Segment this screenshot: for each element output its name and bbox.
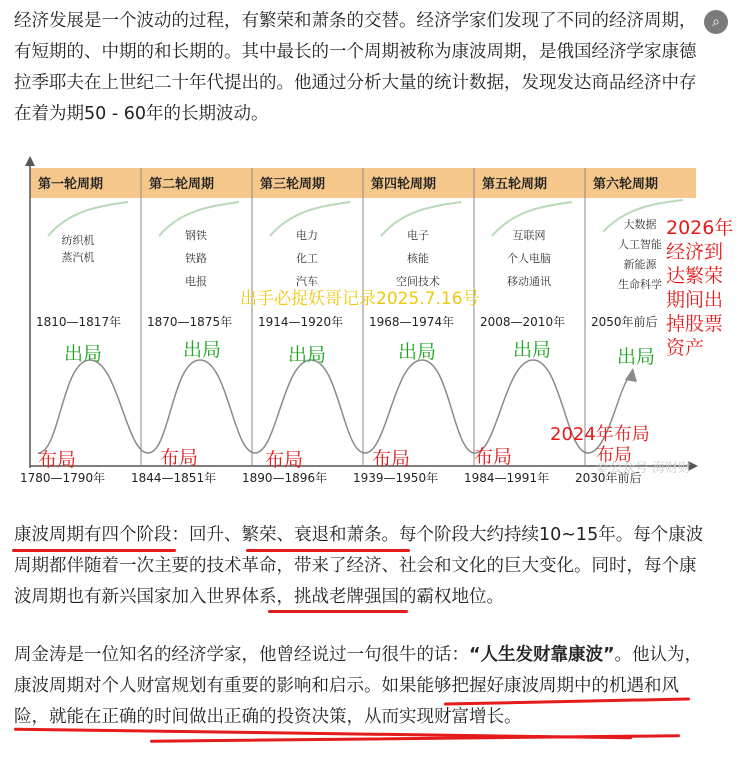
enter-label: 布局 <box>372 448 411 470</box>
stages-paragraph: 康波周期有四个阶段：回升、繁荣、衰退和萧条。每个阶段大约持续10~15年。每个康波周期都伴随着一次主要的技术革命，带来了经济、社会和文化的巨大变化。同时，每个康波周期也有新兴国家加入世界体系，挑战老牌强国的霸权地位。 <box>14 525 704 607</box>
watermark: ©公众号·海财财 <box>596 461 692 476</box>
trough-years: 1890—1896年 <box>242 471 328 485</box>
enter-label: 布局 <box>38 449 77 471</box>
wave-arrowhead <box>625 368 637 382</box>
tech-label: 汽车 <box>296 275 318 288</box>
annotation-2024: 2024年布局 <box>550 424 650 445</box>
cycle-wave <box>38 360 630 453</box>
zhou-paragraph <box>14 640 711 733</box>
exit-label: 出局 <box>617 346 656 368</box>
para3-prefix: 周金涛是一位知名的经济学家，他曾经说过一句很牛的话： <box>14 645 469 665</box>
tech-label: 纺织机 <box>61 234 95 247</box>
trough-years: 1844—1851年 <box>131 471 217 485</box>
tech-label: 大数据 <box>623 218 657 231</box>
tech-label: 生命科学 <box>618 278 662 291</box>
exit-label: 出局 <box>64 343 103 365</box>
underline-world-system <box>268 610 408 613</box>
underline-stages <box>12 549 176 552</box>
intro-paragraph: 经济发展是一个波动的过程，有繁荣和萧条的交替。经济学家们发现了不同的经济周期，有短期的、中期的和长期的。其中最长的一个周期被称为康波周期，是俄国经济学家康德拉季耶夫在上世纪二十年代提出的。他通过分析大量的统计数据，发现发达商品经济中存在着为期50 - 60年的长期波动。 <box>14 11 697 124</box>
tech-label: 电报 <box>185 275 207 288</box>
annotation-right-line: 达繁荣 <box>666 265 724 287</box>
tech-label: 核能 <box>407 252 429 265</box>
peak-years: 2050年前后 <box>591 315 658 329</box>
tech-label: 互联网 <box>512 229 546 242</box>
trough-years: 1939—1950年 <box>353 471 439 485</box>
para3-suffix: 。他认为，康波周期对个人财富规划有重要的影响和启示。如果能够把握好康波周期中的机遇和风险，就能在正确的时间做出正确的投资决策，从而实现财富增长。 <box>14 645 703 727</box>
tech-label: 空间技术 <box>396 275 440 288</box>
tech-label: 电力 <box>296 229 318 242</box>
tech-label: 人工智能 <box>618 238 662 251</box>
cycle-name: 第二轮周期 <box>149 177 215 192</box>
tech-label: 铁路 <box>185 252 207 265</box>
exit-label: 出局 <box>513 339 552 361</box>
kondratiev-cycle-diagram <box>0 148 741 498</box>
annotation-right-line: 经济到 <box>666 241 724 263</box>
peak-years: 1914—1920年 <box>258 315 344 329</box>
enter-label: 布局 <box>265 449 304 471</box>
trough-years: 1780—1790年 <box>20 471 106 485</box>
tech-label: 移动通讯 <box>507 275 551 288</box>
tech-growth-curve <box>48 202 128 236</box>
enter-label: 布局 <box>160 447 199 469</box>
peak-years: 1810—1817年 <box>36 315 122 329</box>
tech-label: 钢铁 <box>185 229 207 242</box>
peak-years: 1968—1974年 <box>369 315 455 329</box>
cycle-name: 第一轮周期 <box>38 177 104 192</box>
underline-stages-2 <box>246 549 410 552</box>
tech-label: 化工 <box>296 252 318 265</box>
para3-quote: “人生发财靠康波” <box>469 645 615 665</box>
search-icon[interactable]: ⌕ <box>704 10 728 34</box>
cycle-name: 第三轮周期 <box>260 177 326 192</box>
trough-years: 1984—1991年 <box>464 471 550 485</box>
cycle-name: 第六轮周期 <box>593 177 659 192</box>
annotation-right-line: 2026年 <box>666 217 734 239</box>
exit-label: 出局 <box>288 344 327 366</box>
tech-label: 电子 <box>407 229 429 242</box>
annotation-right-line: 资产 <box>666 337 705 359</box>
annotation-2024-enter: 布局 <box>596 445 632 466</box>
tech-label: 新能源 <box>623 258 657 271</box>
tech-label: 个人电脑 <box>507 252 551 265</box>
annotation-right-line: 期间出 <box>666 289 724 311</box>
tech-label: 蒸汽机 <box>61 251 95 264</box>
y-axis-arrow <box>25 156 35 166</box>
trough-years: 2030年前后 <box>575 471 642 485</box>
exit-label: 出局 <box>183 339 222 361</box>
cycle-name: 第四轮周期 <box>371 177 437 192</box>
annotation-right-line: 掉股票 <box>666 313 724 335</box>
cycle-name: 第五轮周期 <box>482 177 548 192</box>
enter-label: 布局 <box>474 446 513 468</box>
peak-years: 1870—1875年 <box>147 315 233 329</box>
annotation-center: 出手必捉妖哥记录2025.7.16号 <box>240 289 480 309</box>
peak-years: 2008—2010年 <box>480 315 566 329</box>
exit-label: 出局 <box>398 341 437 363</box>
